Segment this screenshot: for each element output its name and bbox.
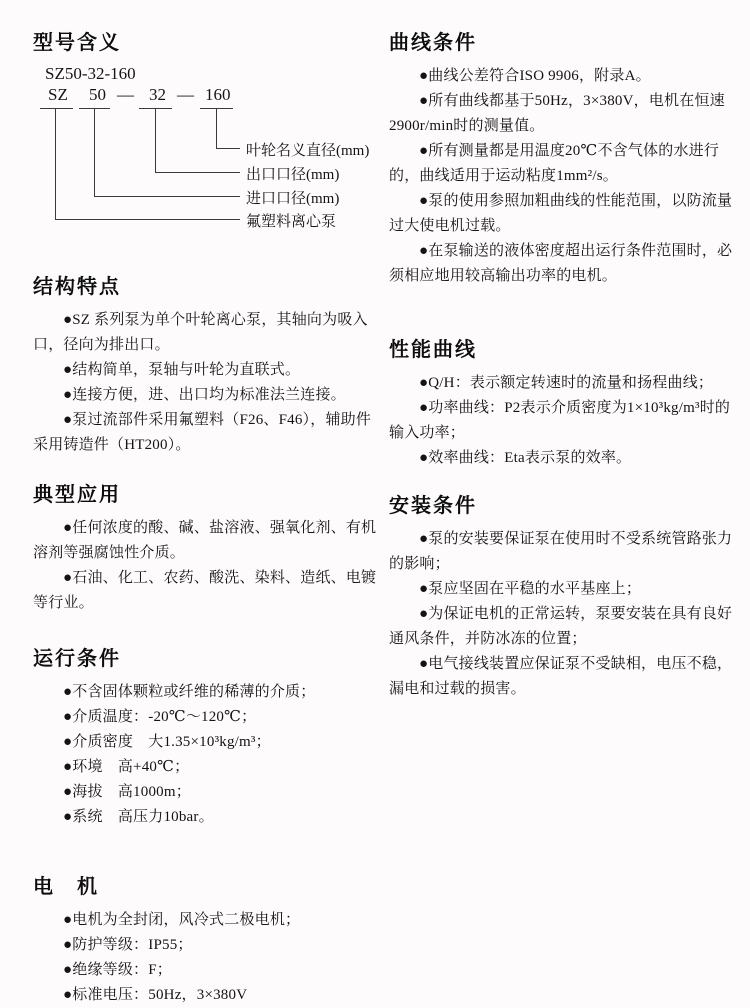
model-meaning-title: 型号含义 (33, 32, 121, 54)
section-installation-conditions (389, 489, 736, 702)
typical-applications-title: 典型应用 (33, 484, 121, 506)
bullet-item: ●泵应坚固在平稳的水平基座上； (419, 581, 642, 597)
connector-line (94, 109, 95, 196)
bullet-item: ●泵过流部件采用氟塑料（F26、F46），辅助件采用铸造件（HT200）。 (33, 412, 372, 453)
bullet-item: ●环境 高+40℃； (63, 759, 190, 775)
bullet-item: ●曲线公差符合ISO 9906，附录A。 (419, 68, 651, 84)
right-column (389, 26, 736, 1008)
bullet-item: ●功率曲线：P2表示介质密度为1×10³kg/m³时的输入功率； (389, 400, 731, 441)
connector-line (216, 148, 240, 149)
bullet-item: ●石油、化工、农药、酸洗、染料、造纸、电镀等行业。 (33, 570, 377, 611)
bullet-item: ●不含固体颗粒或纤维的稀薄的介质； (63, 684, 316, 700)
bullet-item: ●标准电压：50Hz，3×380V (63, 987, 248, 1003)
bullet-item: ●绝缘等级：F； (63, 962, 173, 978)
model-part-dash: — (177, 85, 194, 104)
section-motor (33, 870, 377, 1008)
bullet-item: ●介质温度：-20℃～120℃； (63, 709, 257, 725)
bullet-item: ●系统 高压力10bar。 (63, 809, 214, 825)
model-part-inlet: 50 (89, 85, 106, 104)
section-typical-applications (33, 478, 377, 616)
performance-curves-title: 性能曲线 (389, 339, 477, 361)
model-part-series: SZ (48, 85, 68, 104)
bullet-item: ●所有曲线都基于50Hz，3×380V，电机在恒速2900r/min时的测量值。 (389, 93, 725, 134)
structure-features-title: 结构特点 (33, 276, 121, 298)
section-performance-curves (389, 333, 736, 471)
bullet-item: ●介质密度 大1.35×10³kg/m³； (63, 734, 271, 750)
bullet-item: ●所有测量都是用温度20℃不含气体的水进行的，曲线适用于运动粘度1mm²/s。 (389, 143, 720, 184)
bullet-item: ●海拔 高1000m； (63, 784, 191, 800)
connector-line (55, 109, 56, 219)
operating-conditions-title: 运行条件 (33, 648, 121, 670)
section-operating-conditions (33, 642, 377, 830)
bullet-item: ●任何浓度的酸、碱、盐溶液、强氧化剂、有机溶剂等强腐蚀性介质。 (33, 520, 377, 561)
bullet-item: ●效率曲线：Eta表示泵的效率。 (419, 450, 632, 466)
model-part-impeller: 160 (205, 85, 231, 104)
section-model-meaning (33, 26, 377, 236)
label-inlet-diameter: 进口口径(mm) (246, 191, 340, 207)
connector-line (94, 196, 240, 197)
connector-line (216, 109, 217, 148)
model-code: SZ50-32-160 (45, 64, 136, 83)
bullet-item: ●SZ 系列泵为单个叶轮离心泵，其轴向为吸入口，径向为排出口。 (33, 312, 368, 353)
section-curve-conditions (389, 26, 736, 289)
left-column (33, 26, 377, 1008)
model-code-diagram (33, 64, 377, 236)
model-part-outlet: 32 (149, 85, 166, 104)
connector-line (155, 172, 240, 173)
motor-title: 电 机 (33, 876, 99, 898)
bullet-item: ●防护等级：IP55； (63, 937, 193, 953)
label-pump-type: 氟塑料离心泵 (246, 214, 337, 230)
bullet-item: ●泵的使用参照加粗曲线的性能范围，以防流量过大使电机过载。 (389, 193, 733, 234)
section-structure-features (33, 270, 377, 458)
bullet-item: ●泵的安装要保证泵在使用时不受系统管路张力的影响； (389, 531, 733, 572)
underline (40, 108, 73, 109)
installation-conditions-title: 安装条件 (389, 495, 477, 517)
bullet-item: ●在泵输送的液体密度超出运行条件范围时，必须相应地用较高输出功率的电机。 (389, 243, 733, 284)
label-outlet-diameter: 出口口径(mm) (246, 167, 340, 183)
bullet-item: ●Q/H：表示额定转速时的流量和扬程曲线； (419, 375, 714, 391)
label-impeller-diameter: 叶轮名义直径(mm) (246, 143, 370, 159)
bullet-item: ●结构简单，泵轴与叶轮为直联式。 (63, 362, 301, 378)
connector-line (55, 219, 240, 220)
bullet-item: ●连接方便，进、出口均为标准法兰连接。 (63, 387, 346, 403)
curve-conditions-title: 曲线条件 (389, 32, 477, 54)
bullet-item: ●为保证电机的正常运转，泵要安装在具有良好通风条件，并防冰冻的位置； (389, 606, 733, 647)
model-part-dash: — (117, 85, 134, 104)
bullet-item: ●电气接线装置应保证泵不受缺相，电压不稳，漏电和过载的损害。 (389, 656, 733, 697)
bullet-item: ●电机为全封闭，风冷式二极电机； (63, 912, 301, 928)
connector-line (155, 109, 156, 172)
